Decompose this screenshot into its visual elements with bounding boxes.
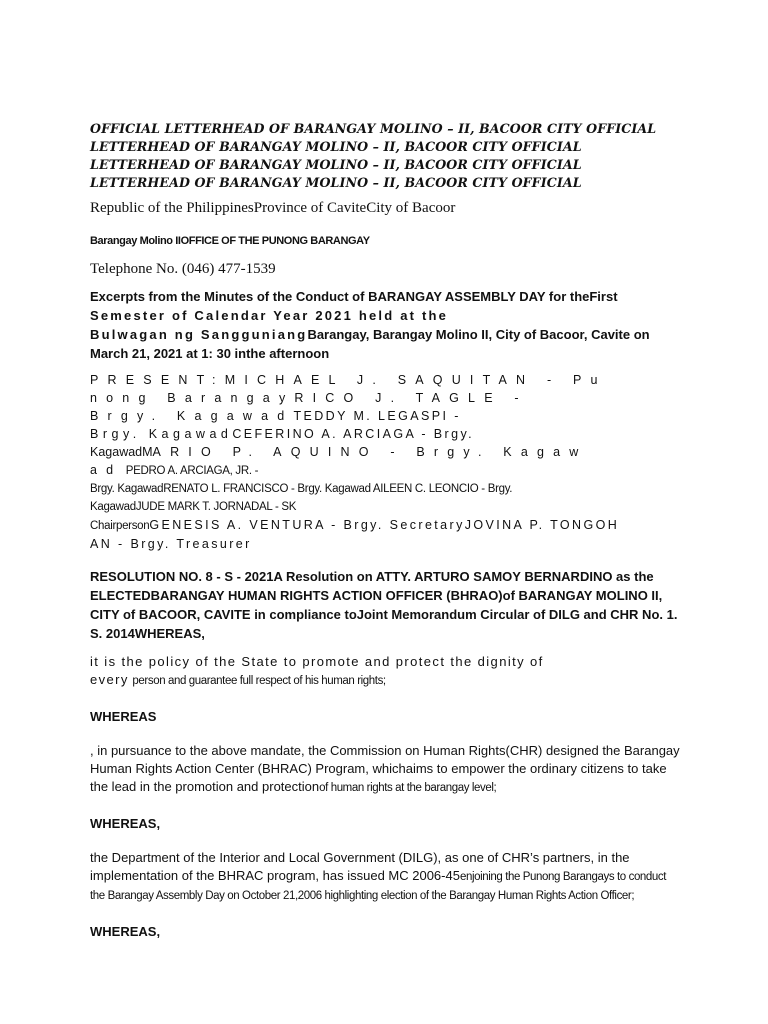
present-part: Brgy. Kagawad: [90, 427, 233, 441]
paragraph-part: , in pursuance to the above mandate, the Commission on Human Rights(CHR) designed the Barangay Human Rights Action Center (BHRAC) Program, whichaims to empower the ordinary citizens to take the lead in the promotion and protection: [90, 743, 680, 794]
present-part: GENESIS A. VENTURA - Brgy. SecretaryJOVINA P. TONGOH: [149, 518, 620, 532]
present-officials: [90, 371, 682, 553]
paragraph-part: of human rights at the barangay level;: [319, 782, 497, 794]
paragraph-chr: [90, 742, 682, 797]
paragraph-dilg: [90, 849, 682, 905]
paragraph-part: enjoining the Punong Barangays to conduct the Barangay Assembly Day on October 21,2006 highlighting election of the Barangay Human Rights Action Officer;: [90, 871, 667, 902]
present-line: [90, 461, 682, 480]
minutes-excerpt-title: [90, 287, 682, 363]
present-line: PRESENT:MICHAEL J. SAQUITAN - Pu: [90, 373, 607, 387]
excerpt-part-spaced: Semester of Calendar Year 2021 held at the: [90, 308, 449, 323]
republic-line: Republic of the PhilippinesProvince of CaviteCity of Bacoor: [90, 200, 456, 216]
resolution-title: RESOLUTION NO. 8 - S - 2021A Resolution on ATTY. ARTURO SAMOY BERNARDINO as the ELECTEDBARANGAY HUMAN RIGHTS ACTION OFFICER (BHRAO)of BARANGAY MOLINO II, CITY of BACOOR, CAVITE in compliance toJoint Memorandum Circular of DILG and CHR No. 1. S. 2014WHEREAS,: [90, 569, 678, 641]
present-line: nong BarangayRICO J. TAGLE -: [90, 391, 528, 405]
paragraph-policy: [90, 653, 682, 690]
excerpt-part-spaced: Bulwagan ng Sangguniang: [90, 327, 308, 342]
present-line: [90, 407, 682, 425]
present-line: [90, 425, 682, 443]
paragraph-part: it is the policy of the State to promote and protect the dignity of: [90, 654, 544, 669]
present-line: KagawadJUDE MARK T. JORNADAL - SK: [90, 501, 297, 513]
present-part: TEDDY M. LEGASPI -: [293, 409, 461, 423]
present-part: CEFERINO A. ARCIAGA - Brgy.: [232, 427, 475, 441]
present-part: Brgy. Kagawad: [90, 409, 294, 423]
excerpt-part: Excerpts from the Minutes of the Conduct of BARANGAY ASSEMBLY DAY for theFirst: [90, 289, 618, 304]
official-letterhead: [90, 120, 682, 192]
present-line: AN - Brgy. Treasurer: [90, 537, 252, 551]
present-line: Brgy. KagawadRENATO L. FRANCISCO - Brgy. Kagawad AILEEN C. LEONCIO - Brgy.: [90, 483, 513, 495]
present-line: [90, 443, 682, 461]
telephone-line: Telephone No. (046) 477-1539: [90, 261, 276, 277]
present-part: PEDRO A. ARCIAGA, JR. -: [125, 465, 259, 477]
excerpt-part: Barangay, Barangay Molino II, City of Bacoor, Cavite on March 21, 2021 at 1: 30 inthe afternoon: [90, 327, 650, 361]
present-part: ad: [90, 463, 123, 477]
letterhead-line: OFFICIAL LETTERHEAD OF BARANGAY MOLINO – II, BACOOR CITY OFFICIAL: [90, 121, 657, 136]
present-part: ARIO P. AQUINO - Brgy. Kagaw: [152, 445, 588, 459]
paragraph-part: person and guarantee full respect of his human rights;: [132, 675, 386, 687]
office-line: Barangay Molino IIOFFICE OF THE PUNONG BARANGAY: [90, 235, 370, 247]
present-part: Chairperson: [90, 520, 150, 532]
whereas-heading: WHEREAS: [90, 709, 157, 724]
present-line: [90, 516, 682, 535]
paragraph-part: every: [90, 672, 129, 687]
present-part: KagawadM: [90, 445, 153, 459]
letterhead-line: LETTERHEAD OF BARANGAY MOLINO – II, BACOOR CITY OFFICIAL: [90, 175, 582, 190]
whereas-heading: WHEREAS,: [90, 924, 161, 939]
whereas-heading: WHEREAS,: [90, 816, 161, 831]
paragraph-part: the Department of the Interior and Local Government (DILG), as one of CHR’s partners, in the implementation of the BHRAC program, has issued MC 2006-45: [90, 850, 630, 883]
letterhead-line: LETTERHEAD OF BARANGAY MOLINO – II, BACOOR CITY OFFICIAL: [90, 157, 582, 172]
letterhead-line: LETTERHEAD OF BARANGAY MOLINO – II, BACOOR CITY OFFICIAL: [90, 139, 582, 154]
